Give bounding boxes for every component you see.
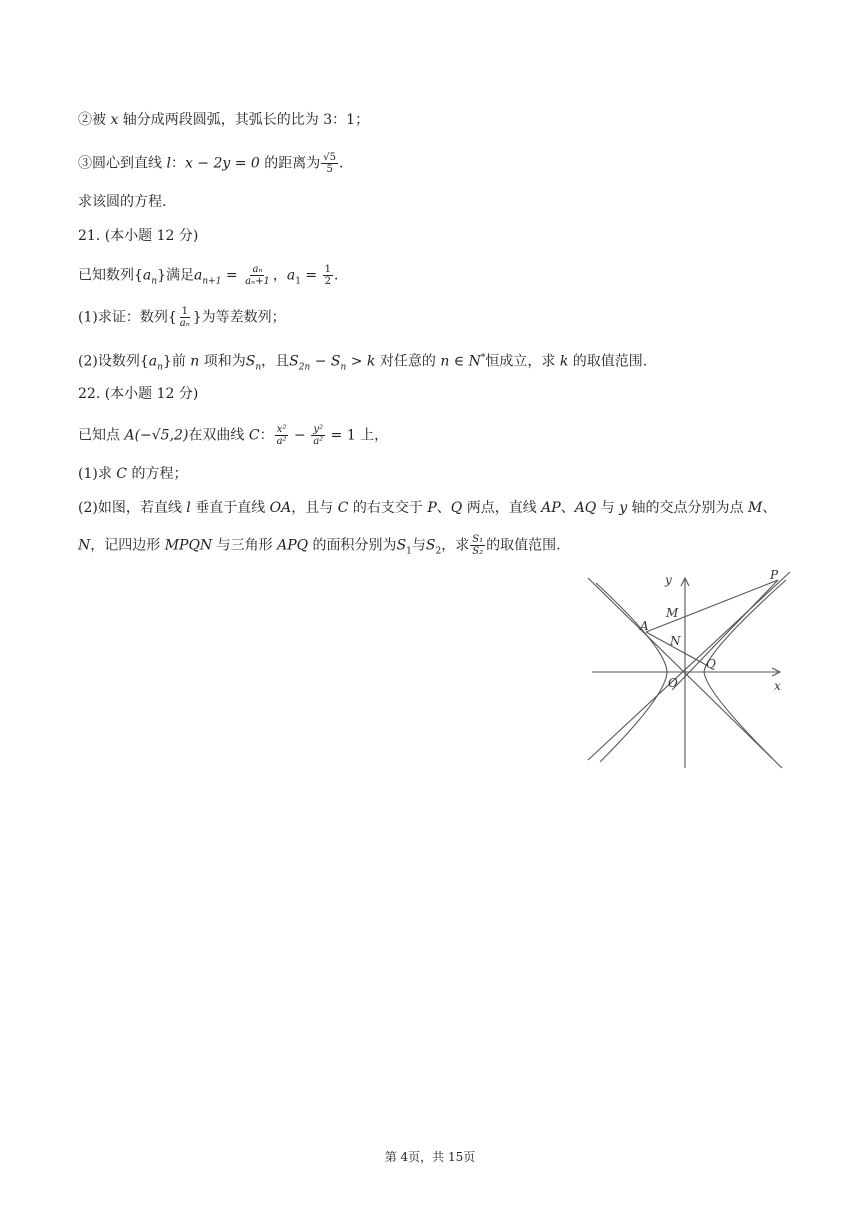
- label-M: M: [666, 606, 679, 620]
- label-P: P: [770, 568, 779, 582]
- label-x: x: [774, 679, 781, 693]
- q22-part-1: (1)求 C 的方程；: [78, 466, 188, 482]
- fraction: $\frac{\text{x²}}{\text{a²}}$: [276, 424, 287, 447]
- label-O: O: [668, 676, 678, 690]
- fraction: $\frac{1}{\text{aₙ}}$: [179, 306, 190, 329]
- line-l: [672, 580, 778, 690]
- fraction: $\frac{√5}{5}$: [323, 152, 337, 175]
- q21-part-2: (2)设数列$\{a_n\}$前 n 项和为$S_n$，且$S_{2n} - S_n > k$ 对任意的 n ∈ N*恒成立，求 k 的取值范围.: [78, 353, 648, 373]
- asymptote-2: [588, 572, 790, 760]
- q21-part-1: (1)求证：数列{ $\frac{1}{\text{aₙ}}$ }为等差数列；: [78, 306, 286, 329]
- page-footer: 第 4页，共 15页: [384, 1150, 476, 1164]
- fraction: $\frac{1}{2}$: [324, 264, 331, 287]
- q22-given: 已知点 A(−√5,2)在双曲线 C： $\frac{\text{x²}}{\text{a²}}$ − $\frac{\text{y²}}{\text{a²}}$ = 1 上，: [78, 424, 389, 447]
- question-21-heading: 21. (本小题 12 分): [78, 228, 199, 244]
- hyperbola-figure: [580, 560, 800, 775]
- fraction: $\frac{\text{aₙ}}{\text{aₙ+1}}$: [245, 264, 270, 287]
- q22-part-2-line-1: (2)如图，若直线 l 垂直于直线 OA，且与 C 的右支交于 P、Q 两点，直线 AP、AQ 与 y 轴的交点分别为点 M、: [78, 500, 777, 516]
- q22-part-2-line-2: N，记四边形 MPQN 与三角形 APQ 的面积分别为$S_1$与$S_2$，求 $\frac{\text{S₁}}{\text{S₂}}$ 的取值范围.: [78, 534, 561, 557]
- condition-3: ③圆心到直线 l：x − 2y = 0 的距离为 $\frac{√5}{5}$ .: [78, 152, 344, 175]
- q21-given: 已知数列$\{a_n\}$满足$a_{n+1}$ = $\frac{\text{aₙ}}{\text{aₙ+1}}$ ，$a_1$ = $\frac{1}{2}$ .: [78, 264, 339, 287]
- fraction: $\frac{\text{S₁}}{\text{S₂}}$: [472, 534, 484, 557]
- label-N: N: [670, 634, 681, 648]
- label-Q: Q: [706, 657, 716, 671]
- label-A: A: [640, 619, 649, 633]
- find-circle-equation: 求该圆的方程.: [78, 194, 167, 210]
- label-y: y: [665, 573, 672, 587]
- question-22-heading: 22. (本小题 12 分): [78, 386, 199, 402]
- fraction: $\frac{\text{y²}}{\text{a²}}$: [313, 424, 324, 447]
- condition-2: ②被 x 轴分成两段圆弧，其弧长的比为 3：1；: [78, 112, 370, 128]
